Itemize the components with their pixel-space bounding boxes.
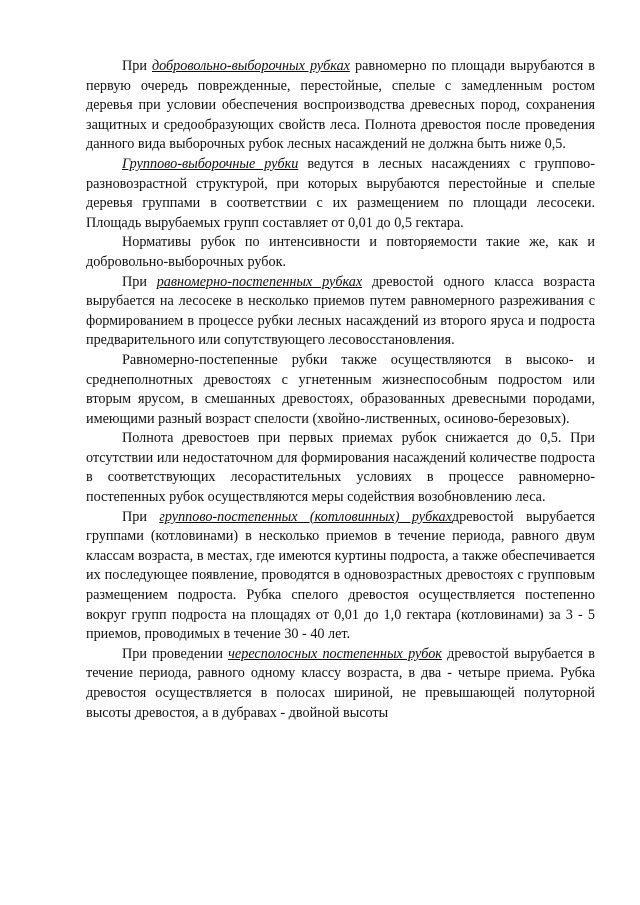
paragraph-6	[86, 429, 595, 507]
paragraph-8-pre: При проведении	[122, 645, 229, 662]
paragraph-1-term: добровольно-выборочных рубках	[151, 58, 350, 74]
paragraph-8	[86, 645, 595, 723]
paragraph-2-term: Группово-выборочные рубки	[122, 155, 299, 172]
paragraph-7-term: группово-постепенных (котловинных) рубках	[159, 508, 452, 525]
paragraph-3	[86, 233, 595, 272]
paragraph-2	[86, 155, 595, 233]
paragraph-8-term: чересполосных постепенных рубок	[228, 645, 442, 662]
paragraph-4-term: равномерно-постепенных рубках	[156, 273, 363, 290]
document-page	[86, 57, 595, 723]
paragraph-6-pre: Полнота древостоев при первых приемах рубок снижается до 0,5. При отсутствии или недостаточном для формирования насаждений количестве подроста в соответствующих лесорастительных условиях в процессе равномерно-постепенных рубок осуществляются меры содействия возобновлению леса.	[86, 430, 595, 506]
paragraph-7-pre: При	[122, 508, 160, 525]
paragraph-1-post: равномерно по площади вырубаются в первую очередь поврежденные, перестойные, спелые с замедленным ростом деревья при условии обеспечения воспроизводства древесных пород, сохранения защитных и средообразующих свойств леса. Полнота древостоя после проведения данного вида выборочных рубок лесных насаждений не должна быть ниже 0,5.	[86, 58, 595, 153]
paragraph-1-pre: При	[122, 58, 152, 74]
paragraph-8-post: древостой вырубается в течение периода, равного одному классу возраста, в два - четыре приема. Рубка древостоя осуществляется в полосах шириной, не превышающей полуторной высоты древостоя, а в дубравах - двойной высоты	[86, 645, 595, 721]
paragraph-7	[86, 508, 595, 645]
paragraph-4-post: древостой одного класса возраста вырубается на лесосеке в несколько приемов путем равномерного разреживания с формированием в процессе рубки лесных насаждений из второго яруса и подроста предварительного или сопутствующего лесовосстановления.	[86, 273, 595, 349]
paragraph-4	[86, 273, 595, 351]
paragraph-2-post: ведутся в лесных насаждениях с группово-разновозрастной структурой, при которых вырубаются перестойные и спелые деревья группами в соответствии с их размещением по площади лесосеки. Площадь вырубаемых групп составляет от 0,01 до 0,5 гектара.	[86, 155, 595, 231]
paragraph-3-pre: Нормативы рубок по интенсивности и повторяемости такие же, как и добровольно-выборочных рубок.	[86, 234, 595, 270]
paragraph-7-post: древостой вырубается группами (котловинами) в несколько приемов в течение периода, равного двум классам возраста, в местах, где имеются куртины подроста, а также обеспечивается их последующее появление, проводятся в одновозрастных древостоях с групповым размещением подроста. Рубка спелого древостоя осуществляется постепенно вокруг групп подроста на площадях от 0,01 до 1,0 гектара (котловинами) за 3 - 5 приемов, проводимых в течение 30 - 40 лет.	[86, 508, 596, 643]
paragraph-4-pre: При	[122, 273, 157, 290]
paragraph-5	[86, 351, 595, 429]
paragraph-1	[86, 57, 595, 155]
paragraph-5-pre: Равномерно-постепенные рубки также осуществляются в высоко- и среднеполнотных древостоях с угнетенным жизнеспособным подростом или вторым ярусом, в смешанных древостоях, образованных древесными породами, имеющими разный возраст спелости (хвойно-лиственных, осиново-березовых).	[86, 351, 595, 427]
